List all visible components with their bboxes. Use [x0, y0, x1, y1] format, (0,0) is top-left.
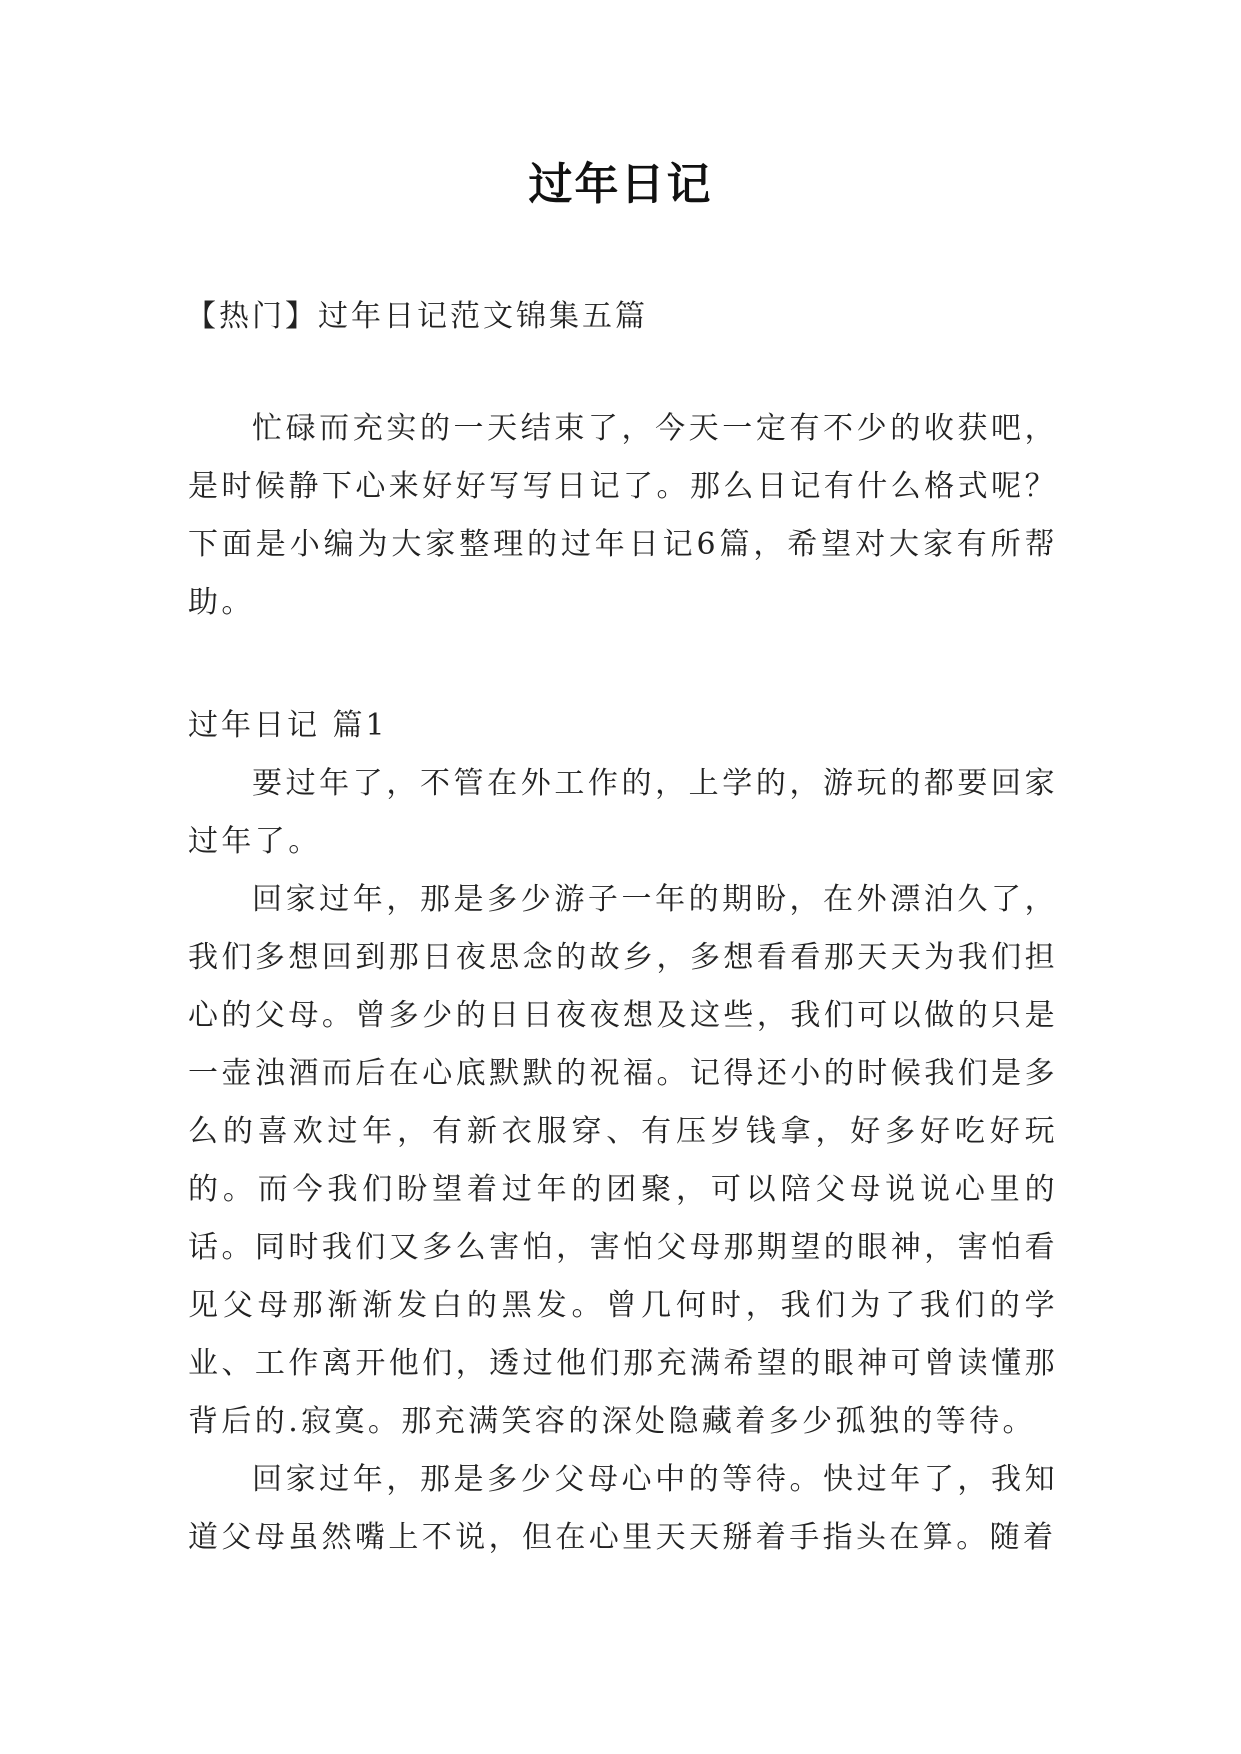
- section-heading: 过年日记 篇1: [188, 708, 388, 743]
- intro-block: [188, 400, 1058, 632]
- intro-paragraph: 忙碌而充实的一天结束了，今天一定有不少的收获吧，是时候静下心来好好写写日记了。那么日记有什么格式呢？下面是小编为大家整理的过年日记6篇，希望对大家有所帮助。: [188, 411, 1058, 620]
- body-paragraph: 回家过年，那是多少父母心中的等待。快过年了，我知道父母虽然嘴上不说，但在心里天天掰着手指头在算。随着: [188, 1462, 1058, 1555]
- body-paragraph: 要过年了，不管在外工作的，上学的，游玩的都要回家过年了。: [188, 766, 1058, 859]
- page-title: 过年日记: [528, 159, 713, 210]
- story-body: [188, 755, 1058, 1567]
- body-paragraph: 回家过年，那是多少游子一年的期盼，在外漂泊久了，我们多想回到那日夜思念的故乡，多想看看那天天为我们担心的父母。曾多少的日日夜夜想及这些，我们可以做的只是一壶浊酒而后在心底默默的祝福。记得还小的时候我们是多么的喜欢过年，有新衣服穿、有压岁钱拿，好多好吃好玩的。而今我们盼望着过年的团聚，可以陪父母说说心里的话。同时我们又多么害怕，害怕父母那期望的眼神，害怕看见父母那渐渐发白的黑发。曾几何时，我们为了我们的学业、工作离开他们，透过他们那充满希望的眼神可曾读懂那背后的.寂寞。那充满笑容的深处隐藏着多少孤独的等待。: [188, 882, 1058, 1439]
- document-subtitle: 【热门】过年日记范文锦集五篇: [186, 299, 648, 334]
